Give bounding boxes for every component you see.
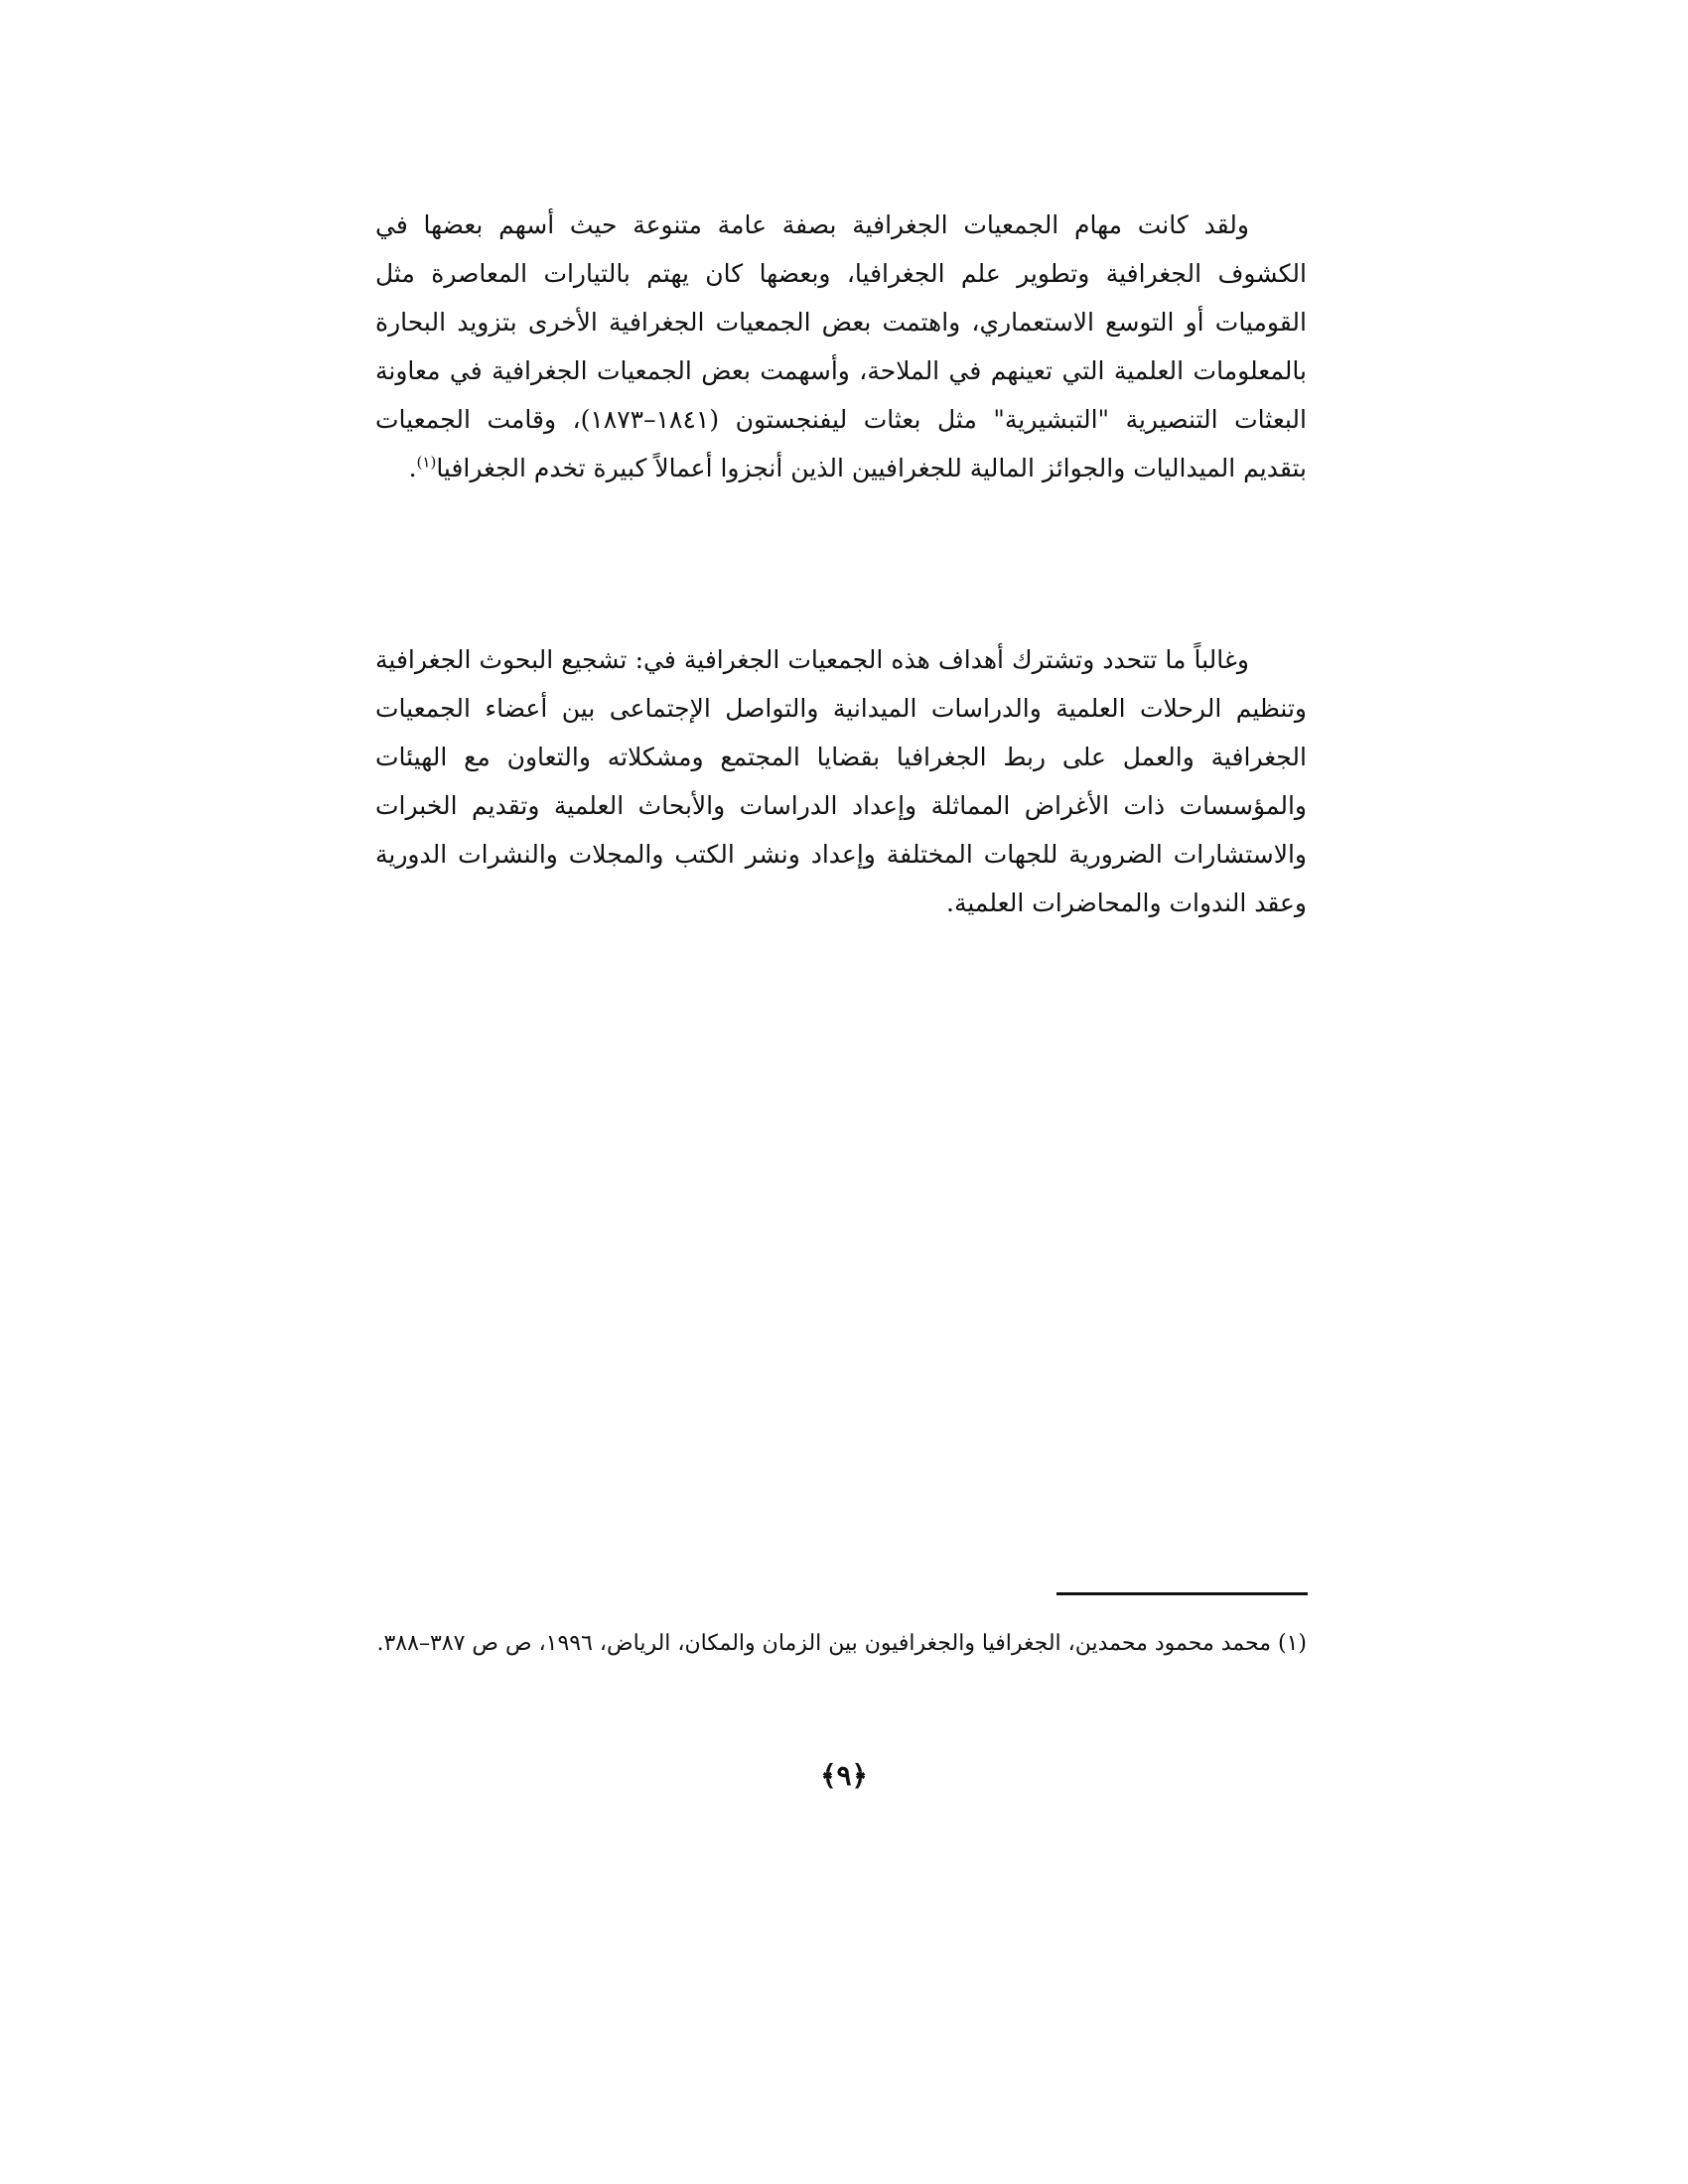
page-number: ﴿٩﴾ — [820, 1759, 868, 1792]
footnote-separator — [1056, 1592, 1308, 1595]
footnote: (١) محمد محمود محمدين، الجغرافيا والجغرافيون بين الزمان والمكان، الرياض، ١٩٩٦، ص ص ٣٨٧–٣٨٨. — [376, 1631, 1307, 1656]
paragraph-1 — [375, 201, 1307, 492]
paragraph-2 — [375, 635, 1307, 927]
paragraph-1-end: . — [408, 454, 417, 482]
footnote-reference: (١) — [416, 453, 437, 472]
paragraph-2-text: وغالباً ما تتحدد وتشترك أهداف هذه الجمعيات الجغرافية في: تشجيع البحوث الجغرافية وتنظيم الرحلات العلمية والدراسات الميدانية والتواصل الإجتماعى بين أعضاء الجمعيات الجغرافية والعمل على ربط الجغرافيا بقضايا المجتمع ومشكلاته والتعاون مع الهيئات والمؤسسات ذات الأغراض المماثلة وإعداد الدراسات والأبحاث العلمية وتقديم الخبرات والاستشارات الضرورية للجهات المختلفة وإعداد ونشر الكتب والمجلات والنشرات الدورية وعقد الندوات والمحاضرات العلمية. — [375, 645, 1307, 917]
paragraph-1-body: ولقد كانت مهام الجمعيات الجغرافية بصفة عامة متنوعة حيث أسهم بعضها في الكشوف الجغرافية وتطوير علم الجغرافيا، وبعضها كان يهتم بالتيارات المعاصرة مثل القوميات أو التوسع الاستعماري، واهتمت بعض الجمعيات الجغرافية الأخرى بتزويد البحارة بالمعلومات العلمية التي تعينهم في الملاحة، وأسهمت بعض الجمعيات الجغرافية في معاونة البعثات التنصيرية "التبشيرية" مثل بعثات ليفنجستون (١٨٤١–١٨٧٣)، وقامت الجمعيات بتقديم الميداليات والجوائز المالية للجغرافيين الذين أنجزوا أعمالاً كبيرة تخدم الجغرافيا — [375, 210, 1307, 482]
paragraph-1-text — [375, 201, 1307, 492]
